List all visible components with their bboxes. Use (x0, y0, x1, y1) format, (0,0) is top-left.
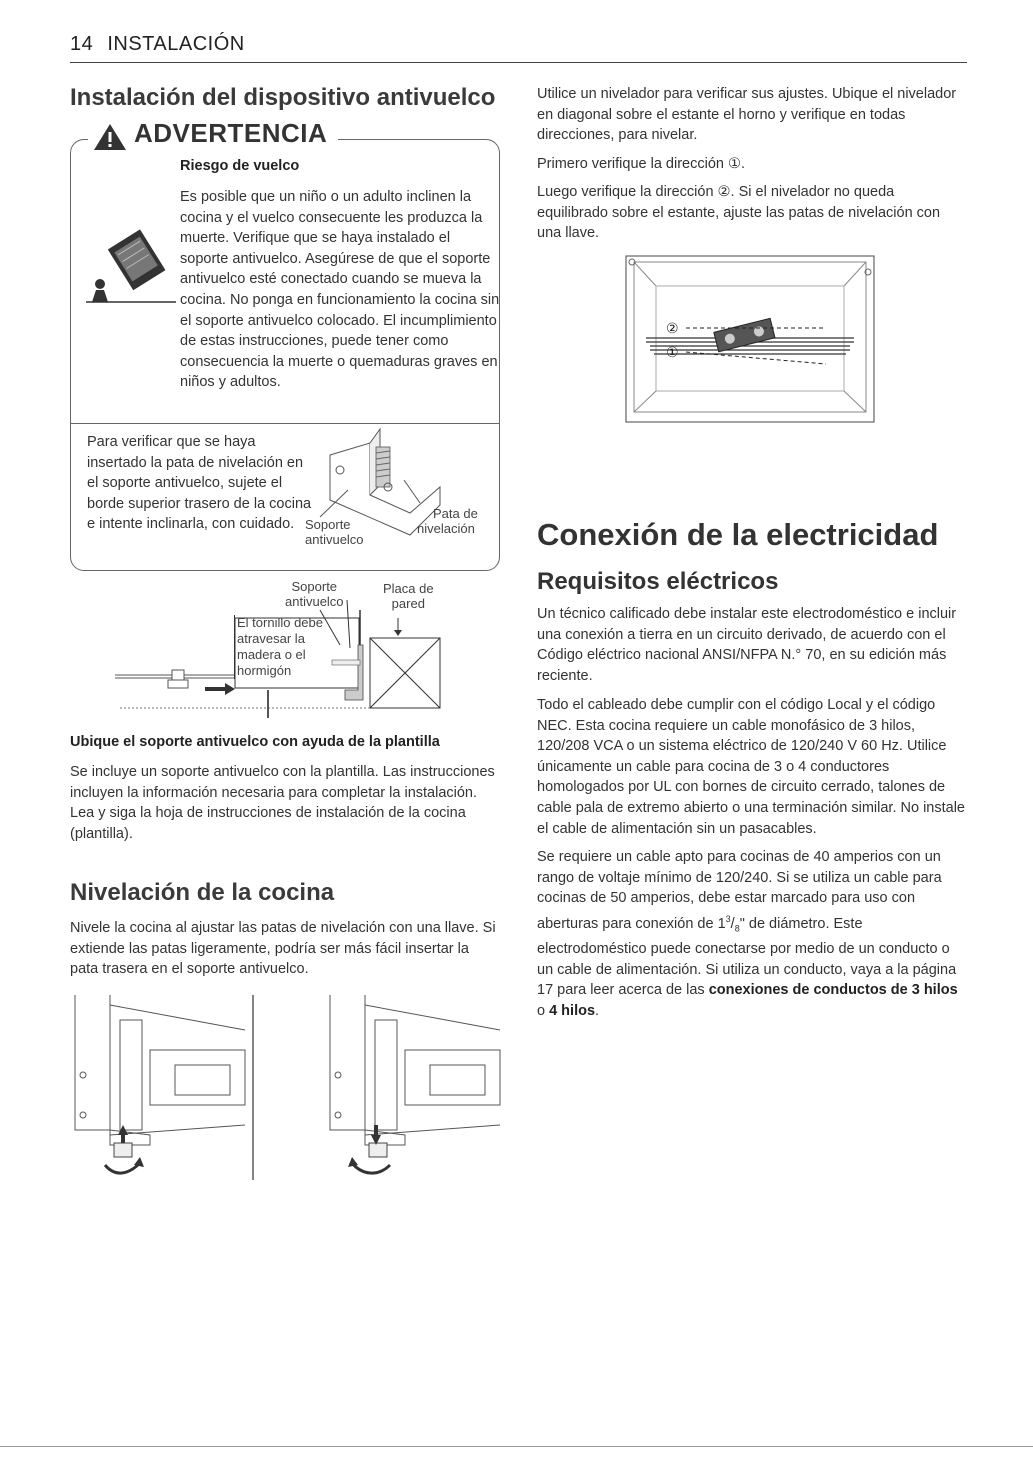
risk-text: Es posible que un niño o un adulto inclinen la cocina y el vuelco consecuente les produzca la muerte. Verifique que se haya instalado el soporte antivuelco. Asegúrese de que el soporte antivuelco esté conectado cuando se mueva la cocina. No ponga en funcionamiento la cocina sin el soporte antivuelco colocado. El incumplimiento de estas instrucciones, puede tener como consecuencia la muerte o quemaduras graves en niños y adultos. (180, 189, 500, 391)
wall-bracket-label-line2: antivuelco (285, 594, 344, 609)
warning-title: ADVERTENCIA (134, 118, 328, 148)
antitip-title: Instalación del dispositivo antivuelco (70, 84, 496, 111)
wall-plate-label-line1: Placa de (383, 581, 434, 596)
screw-note-line2: atravesar la (237, 631, 305, 646)
leg-label-line2: nivelación (417, 521, 475, 536)
wall-bracket-label (285, 579, 344, 609)
fraction-numerator: 3 (725, 913, 731, 924)
electric-p2: Todo el cableado debe cumplir con el código Local y el código NEC. Esta cocina requiere un cable monofásico de 3 hilos, 120/208 VCA o un sistema eléctrico de 120/240 V 60 Hz. Utilice únicamente un cable para cocina de 3 o 4 conductores homologados por UL con bornes de circuito cerrado, talones de cable pala de extremo abierto o una terminación similar. No instale el cable de alimentación sin un pasacables. (537, 697, 965, 837)
direction-1-label: ① (666, 344, 679, 360)
leg-label (417, 506, 503, 536)
leveling-text: Nivele la cocina al ajustar las patas de nivelación con una llave. Si extiende las patas ligeramente, podría ser más fácil insertar la pata trasera en el soporte antivuelco. (70, 920, 496, 978)
level-text-2: Primero verifique la dirección ①. (537, 156, 746, 172)
conduit-4wire-link: 4 hilos (549, 1002, 596, 1019)
electric-p3-c: o (537, 1002, 550, 1019)
screw-note-line4: hormigón (237, 663, 292, 678)
direction-2-label: ② (666, 320, 679, 336)
electric-subtitle: Requisitos eléctricos (537, 568, 779, 595)
template-heading: Ubique el soporte antivuelco con ayuda de la plantilla (70, 734, 440, 750)
tipping-range-illustration (86, 232, 176, 304)
bracket-label-line2: antivuelco (305, 532, 364, 547)
electric-title: Conexión de la electricidad (537, 517, 939, 552)
screw-note-line3: madera o el (237, 647, 306, 662)
electric-p3 (537, 847, 967, 1021)
leveling-title: Nivelación de la cocina (70, 879, 335, 906)
leg-label-line1: Pata de (433, 506, 478, 521)
screw-note-line1: El tornillo debe (237, 615, 323, 630)
electric-p3-a: Se requiere un cable apto para cocinas de 40 amperios con un rango de voltaje mínimo de 120/240. Si se utiliza un cable para cocinas de 50 amperios, debe estar marcado para uso con aberturas para conexión de 1 (537, 849, 942, 932)
electric-p3-b: " de diámetro. Este electrodoméstico puede conectarse por medio de un conducto o un cable de alimentación. Si utiliza un conducto, vaya a la página 17 para leer acerca de las (537, 915, 957, 999)
page-number: 14 (70, 33, 94, 55)
conduit-3wire-link: conexiones de conductos de 3 hilos (708, 982, 958, 999)
warning-divider (70, 423, 500, 424)
level-text-1: Utilice un nivelador para verificar sus ajustes. Ubique el nivelador en diagonal sobre el estante el horno y verifique en todas direcciones, para nivelar. (537, 86, 957, 144)
section-name: INSTALACIÓN (107, 33, 245, 55)
electric-p3-d: . (595, 1002, 600, 1019)
leveling-legs-illustration (70, 995, 510, 1180)
screw-note (234, 615, 323, 679)
page-header (70, 33, 245, 56)
template-text: Se incluye un soporte antivuelco con la plantilla. Las instrucciones incluyen la información necesaria para completar la instalación. Lea y siga la hoja de instrucciones de instalación de la cocina (plantilla). (70, 764, 495, 842)
verify-text: Para verificar que se haya insertado la pata de nivelación en el soporte antivuelco, sujete el borde superior trasero de la cocina e intente inclinarla, con cuidado. (87, 434, 312, 533)
electric-p1: Un técnico calificado debe instalar este electrodoméstico e incluir una conexión a tierra en un circuito derivado, de acuerdo con el Código eléctrico nacional ANSI/NFPA N.° 70, en su edición más reciente. (537, 606, 957, 684)
fraction-slash: / (730, 915, 735, 932)
fraction-denominator: 8 (734, 923, 740, 934)
footer-rule (0, 1446, 1033, 1447)
wall-bracket-label-line1: Soporte (291, 579, 338, 594)
wall-plate-label-line2: pared (391, 596, 425, 611)
bracket-label-line1: Soporte (305, 517, 351, 532)
wall-plate-label (383, 581, 434, 611)
warning-triangle-icon (92, 122, 128, 152)
header-rule (70, 62, 967, 63)
oven-level-illustration (626, 256, 876, 426)
bracket-label (305, 517, 364, 547)
level-text-3: Luego verifique la dirección ②. Si el nivelador no queda equilibrado sobre el estante, ajuste las patas de nivelación con una llave. (537, 184, 941, 242)
risk-title: Riesgo de vuelco (180, 158, 300, 174)
